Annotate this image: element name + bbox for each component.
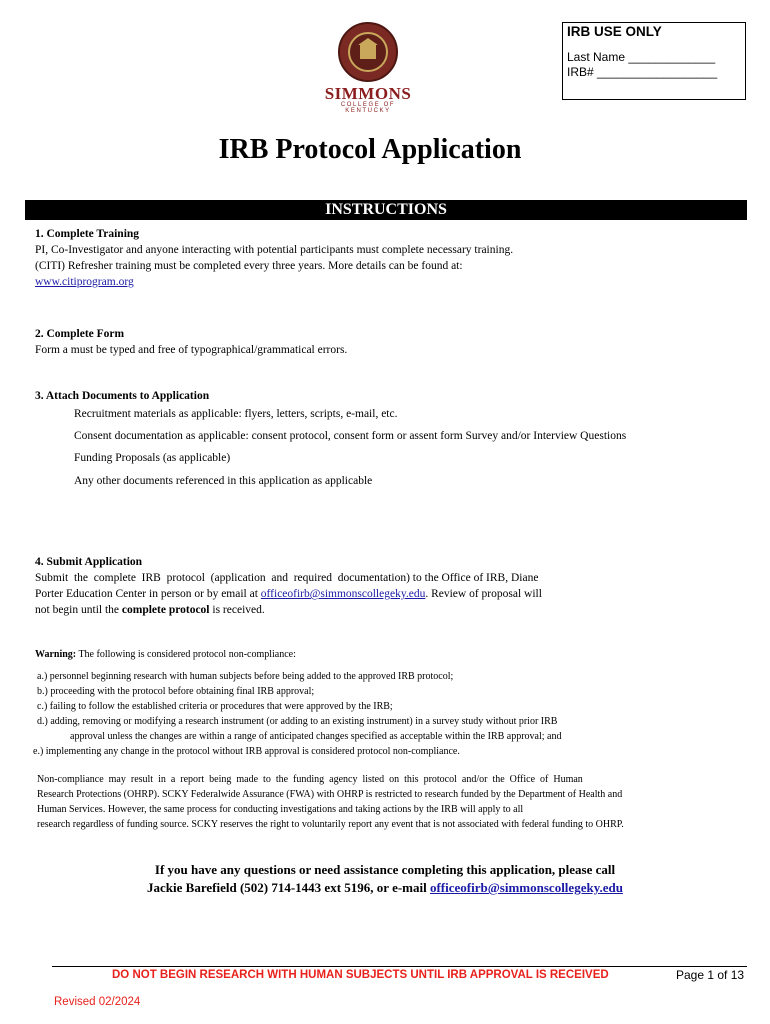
section-attach — [35, 388, 750, 489]
section-text: PI, Co-Investigator and anyone interacting with potential participants must complete necessary training. — [35, 244, 514, 256]
college-logo — [318, 22, 418, 114]
revised-date: Revised 02/2024 — [54, 996, 141, 1008]
contact-block — [0, 861, 770, 897]
list-item: d.) adding, removing or modifying a research instrument (or adding to an existing instrument) in a survey study without prior IRB — [37, 716, 558, 727]
section-heading: 3. Attach Documents to Application — [35, 390, 210, 402]
noncompliance-paragraph — [37, 772, 747, 832]
irb-use-only-box — [562, 22, 746, 100]
complete-protocol-emphasis: complete protocol — [121, 604, 210, 616]
warning-text: The following is considered protocol non-compliance: — [76, 649, 296, 660]
section-text: Submit the complete IRB protocol (application and required documentation) to the Office of IRB, Diane — [35, 572, 539, 584]
section-text: Porter Education Center in person or by email at — [35, 588, 261, 600]
section-text: is received. — [209, 604, 265, 616]
warning-label: Warning: — [35, 649, 77, 660]
contact-email-link[interactable]: officeofirb@simmonscollegeky.edu — [429, 880, 623, 895]
last-name-field[interactable]: Last Name _____________ — [567, 50, 716, 64]
section-text: (CITI) Refresher training must be completed every three years. More details can be found at: — [35, 260, 463, 272]
section-form — [35, 326, 735, 358]
list-item: Any other documents referenced in this application as applicable — [74, 475, 373, 487]
warning-intro — [35, 647, 735, 662]
paragraph-line: Research Protections (OHRP). SCKY Federalwide Assurance (FWA) with OHRP is restricted to research funded by the Department of Health and — [37, 789, 623, 800]
logo-subtitle: COLLEGE OF KENTUCKY — [340, 102, 396, 114]
section-text: . Review of proposal will — [425, 588, 542, 600]
irb-number-field[interactable]: IRB# __________________ — [567, 65, 718, 79]
section-text: Form a must be typed and free of typographical/grammatical errors. — [35, 344, 348, 356]
instructions-header: INSTRUCTIONS — [25, 200, 747, 220]
irb-email-link[interactable]: officeofirb@simmonscollegeky.edu — [260, 588, 426, 600]
footer-divider — [52, 966, 747, 967]
section-heading: 2. Complete Form — [35, 328, 125, 340]
section-heading: 4. Submit Application — [35, 556, 143, 568]
paragraph-line: Human Services. However, the same process for conducting investigations and taking actions by the IRB will apply to all — [37, 804, 524, 815]
section-text: not begin until the — [35, 604, 122, 616]
page-number: Page 1 of 13 — [676, 968, 745, 982]
irb-box-title: IRB USE ONLY — [567, 24, 662, 39]
paragraph-line: research regardless of funding source. SCKY reserves the right to voluntarily report any event that is not associated with federal funding to OHRP. — [37, 819, 624, 830]
list-item: a.) personnel beginning research with human subjects before being added to the approved IRB protocol; — [37, 671, 454, 682]
list-item: Funding Proposals (as applicable) — [74, 452, 231, 464]
list-item: Consent documentation as applicable: consent protocol, consent form or assent form Survey and/or Interview Questions — [74, 430, 627, 442]
paragraph-line: Non-compliance may result in a report being made to the funding agency listed on this protocol and/or the Office of Human — [37, 774, 583, 785]
section-submit — [35, 554, 735, 618]
contact-line: If you have any questions or need assistance completing this application, please call — [154, 862, 616, 877]
section-training — [35, 226, 735, 290]
list-item: b.) proceeding with the protocol before obtaining final IRB approval; — [37, 686, 315, 697]
list-item: Recruitment materials as applicable: flyers, letters, scripts, e-mail, etc. — [74, 408, 398, 420]
citi-link[interactable]: www.citiprogram.org — [35, 276, 134, 288]
warning-list — [33, 669, 747, 759]
footer-notice: DO NOT BEGIN RESEARCH WITH HUMAN SUBJECTS UNTIL IRB APPROVAL IS RECEIVED — [112, 969, 609, 981]
contact-line: Jackie Barefield (502) 714-1443 ext 5196, or e-mail — [147, 880, 430, 895]
logo-name: SIMMONS — [324, 84, 412, 103]
page-title: IRB Protocol Application — [218, 134, 522, 165]
section-heading: 1. Complete Training — [35, 228, 140, 240]
list-item: e.) implementing any change in the protocol without IRB approval is considered protocol non-compliance. — [33, 746, 460, 757]
college-seal-icon — [338, 22, 398, 82]
list-item: approval unless the changes are within a range of anticipated changes specified as acceptable within the IRB approval; and — [70, 731, 562, 742]
list-item: c.) failing to follow the established criteria or procedures that were approved by the IRB; — [37, 701, 393, 712]
